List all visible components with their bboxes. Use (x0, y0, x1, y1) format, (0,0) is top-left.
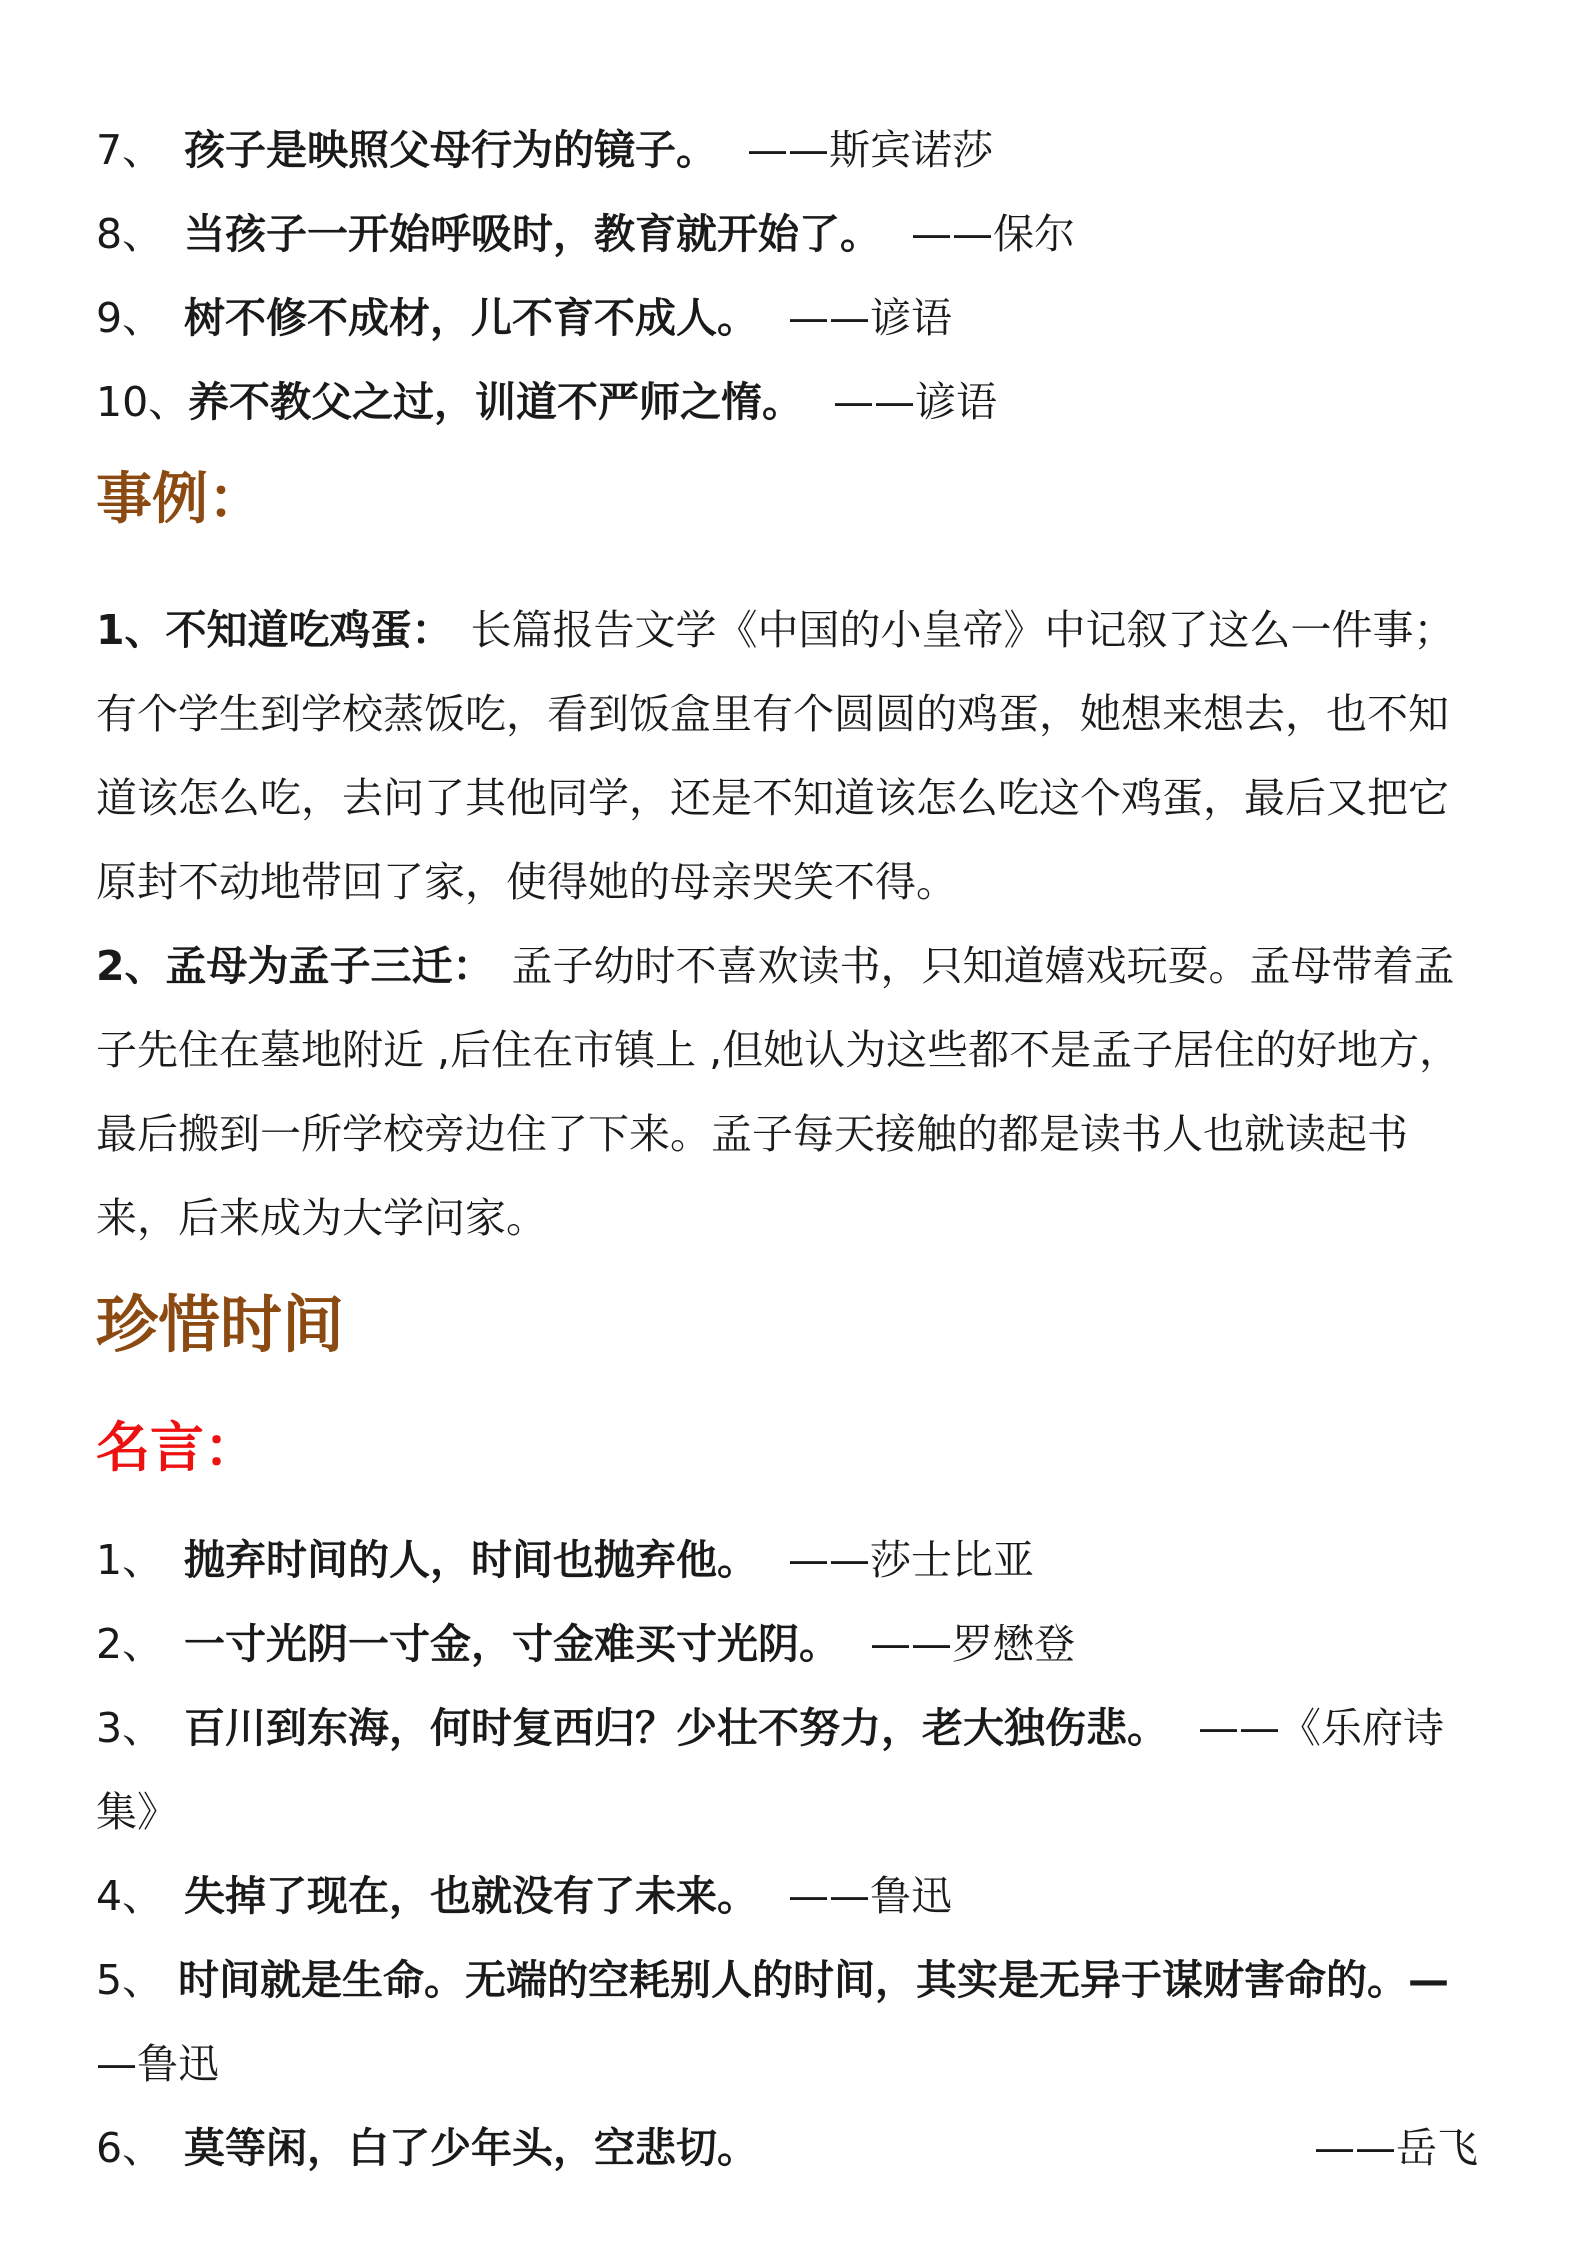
example-line: 有个学生到学校蒸饭吃，看到饭盒里有个圆圆的鸡蛋，她想来想去，也不知 (96, 690, 1449, 738)
quote-item (96, 360, 997, 444)
quote-source: ——保尔 (911, 210, 1075, 258)
quote-item (96, 1518, 1034, 1602)
example-line: 子先住在墓地附近 ,后住在市镇上 ,但她认为这些都不是孟子居住的好地方， (96, 1026, 1461, 1074)
example-line (96, 588, 1455, 672)
examples-heading: 事例： (96, 467, 264, 532)
quote-item (96, 1686, 1444, 1770)
quote-number: 5、 (96, 1956, 164, 2004)
quote-number: 1、 (96, 1536, 164, 1584)
quote-item (96, 1602, 1075, 1686)
example-line: 最后搬到一所学校旁边住了下来。孟子每天接触的都是读书人也就读起书 (96, 1110, 1408, 1158)
quotes-heading: 名言： (96, 1416, 258, 1479)
quote-item (96, 108, 993, 192)
quote-continuation: 集》 (96, 1788, 178, 1836)
example-line (96, 924, 1455, 1008)
quote-number: 3、 (96, 1704, 164, 1752)
quote-text: 时间就是生命。无端的空耗别人的时间，其实是无异于谋财害命的。— (178, 1956, 1449, 2004)
quote-text: 失掉了现在，也就没有了未来。 (184, 1872, 758, 1920)
example-line: 道该怎么吃，去问了其他同学，还是不知道该怎么吃这个鸡蛋，最后又把它 (96, 774, 1449, 822)
quote-item (96, 1854, 952, 1938)
example-title: 1、不知道吃鸡蛋： (96, 606, 453, 654)
quote-source: ——谚语 (833, 378, 997, 426)
quote-source: ——《乐府诗 (1198, 1704, 1444, 1752)
quote-number: 2、 (96, 1620, 164, 1668)
quote-source: ——岳飞 (1314, 2124, 1478, 2172)
section-title: 珍惜时间 (96, 1288, 345, 1361)
quote-item (96, 192, 1075, 276)
quote-source: ——鲁迅 (788, 1872, 952, 1920)
quote-item (96, 276, 952, 360)
example-text: 孟子幼时不喜欢读书，只知道嬉戏玩耍。孟母带着孟 (511, 942, 1455, 990)
quote-text: 一寸光阴一寸金，寸金难买寸光阴。 (184, 1620, 840, 1668)
quote-number: 8、 (96, 210, 164, 258)
quote-number: 6、 (96, 2124, 164, 2172)
quote-text: 树不修不成材，儿不育不成人。 (184, 294, 758, 342)
quote-item (96, 1938, 1449, 2022)
quote-source: ——莎士比亚 (788, 1536, 1034, 1584)
example-line: 来，后来成为大学问家。 (96, 1194, 547, 1242)
quote-text: 孩子是映照父母行为的镜子。 (184, 126, 717, 174)
quote-text: 当孩子一开始呼吸时，教育就开始了。 (184, 210, 881, 258)
quote-text: 百川到东海，何时复西归？少壮不努力，老大独伤悲。 (184, 1704, 1168, 1752)
quote-continuation: —鲁迅 (96, 2040, 219, 2088)
example-title: 2、孟母为孟子三迁： (96, 942, 494, 990)
example-line: 原封不动地带回了家，使得她的母亲哭笑不得。 (96, 858, 957, 906)
quote-text: 养不教父之过，训道不严师之惰。 (188, 378, 803, 426)
quote-source: ——罗懋登 (870, 1620, 1075, 1668)
quote-number: 9、 (96, 294, 164, 342)
quote-item (96, 2106, 1506, 2190)
quote-text: 抛弃时间的人，时间也抛弃他。 (184, 1536, 758, 1584)
quote-number: 7、 (96, 126, 164, 174)
quote-source: ——谚语 (788, 294, 952, 342)
quote-number: 10、 (96, 378, 190, 426)
quote-source: ——斯宾诺莎 (747, 126, 993, 174)
quote-number: 4、 (96, 1872, 164, 1920)
quote-text: 莫等闲，白了少年头，空悲切。 (184, 2124, 758, 2172)
example-text: 长篇报告文学《中国的小皇帝》中记叙了这么一件事； (470, 606, 1455, 654)
